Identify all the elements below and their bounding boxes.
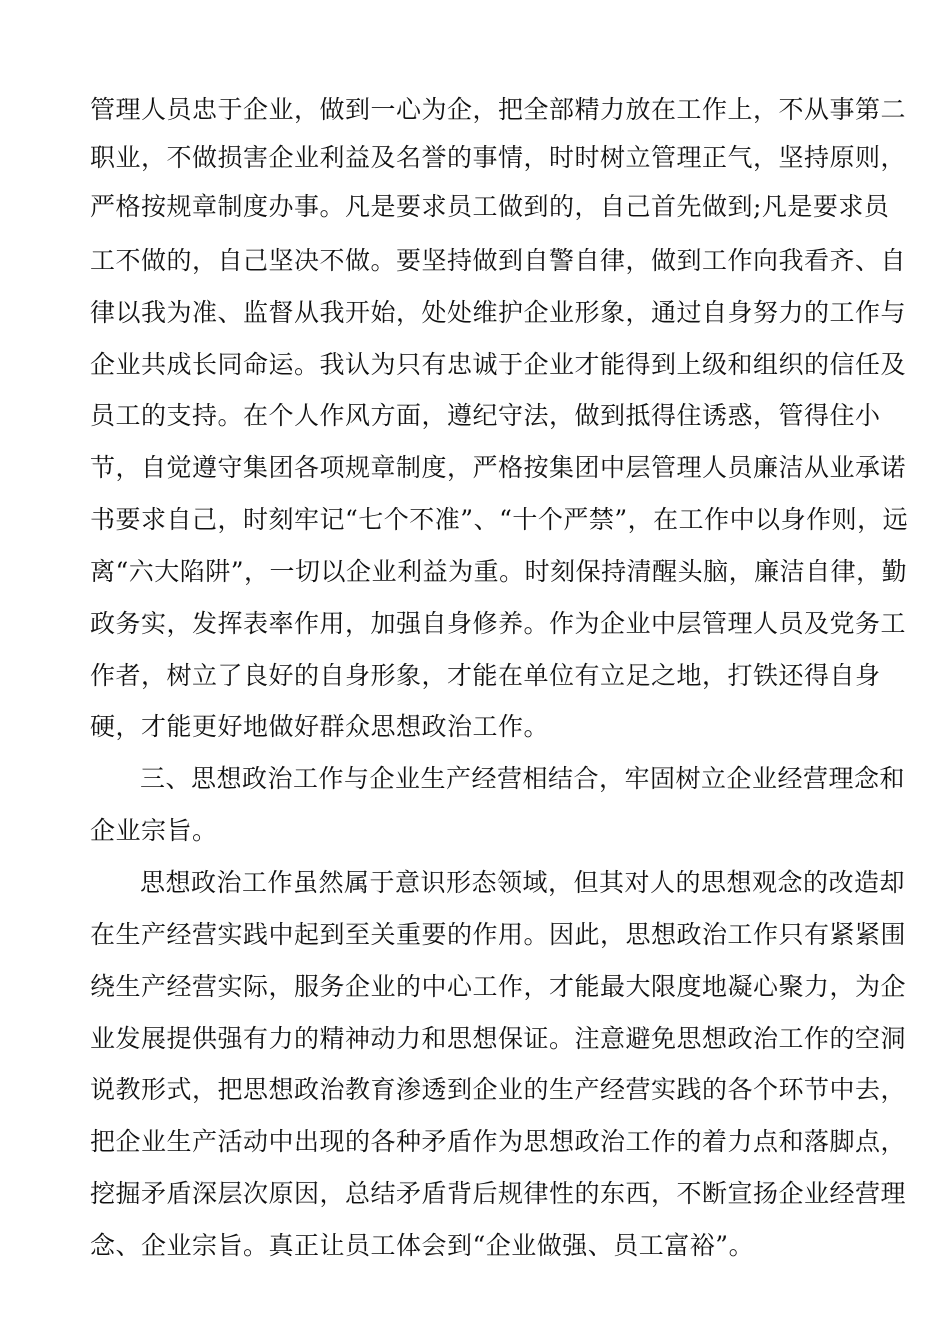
text-line: 作者，树立了良好的自身形象，才能在单位有立足之地，打铁还得自身	[90, 661, 881, 690]
text-line: 工不做的，自己坚决不做。要坚持做到自警自律，做到工作向我看齐、自	[90, 246, 907, 275]
text-line: 管理人员忠于企业，做到一心为企，把全部精力放在工作上，不从事第二	[90, 95, 907, 124]
text-line: 硬，才能更好地做好群众思想政治工作。	[90, 712, 550, 741]
text-line: 把企业生产活动中出现的各种矛盾作为思想政治工作的着力点和落脚点，	[90, 1127, 907, 1156]
text-line: 律以我为准、监督从我开始，处处维护企业形象，通过自身努力的工作与	[90, 298, 907, 327]
section-heading-cont: 企业宗旨。	[90, 816, 218, 845]
text-line: 职业，不做损害企业利益及名誉的事情，时时树立管理正气，坚持原则，	[90, 143, 907, 172]
text-line: 离“六大陷阱”，一切以企业利益为重。时刻保持清醒头脑，廉洁自律，勤	[90, 557, 908, 586]
text-line: 说教形式，把思想政治教育渗透到企业的生产经营实践的各个环节中去，	[90, 1075, 907, 1104]
text-line: 节，自觉遵守集团各项规章制度，严格按集团中层管理人员廉洁从业承诺	[90, 453, 907, 482]
text-line: 企业共成长同命运。我认为只有忠诚于企业才能得到上级和组织的信任及	[90, 350, 907, 379]
text-line: 在生产经营实践中起到至关重要的作用。因此，思想政治工作只有紧紧围	[90, 920, 907, 949]
text-line: 业发展提供强有力的精神动力和思想保证。注意避免思想政治工作的空洞	[90, 1024, 907, 1053]
text-line: 绕生产经营实际，服务企业的中心工作，才能最大限度地凝心聚力，为企	[90, 972, 907, 1001]
text-line: 政务实，发挥表率作用，加强自身修养。作为企业中层管理人员及党务工	[90, 609, 907, 638]
text-line: 挖掘矛盾深层次原因，总结矛盾背后规律性的东西，不断宣扬企业经营理	[90, 1179, 907, 1208]
text-line: 员工的支持。在个人作风方面，遵纪守法，做到抵得住诱惑，管得住小	[90, 401, 881, 430]
text-line: 思想政治工作虽然属于意识形态领域，但其对人的思想观念的改造却	[140, 868, 906, 897]
section-heading: 三、思想政治工作与企业生产经营相结合，牢固树立企业经营理念和	[140, 764, 906, 793]
text-line: 严格按规章制度办事。凡是要求员工做到的，自己首先做到;凡是要求员	[90, 192, 890, 221]
text-line: 念、企业宗旨。真正让员工体会到“企业做强、员工富裕”。	[90, 1231, 755, 1260]
text-line: 书要求自己，时刻牢记“七个不准”、“十个严禁”，在工作中以身作则，远	[90, 505, 909, 534]
